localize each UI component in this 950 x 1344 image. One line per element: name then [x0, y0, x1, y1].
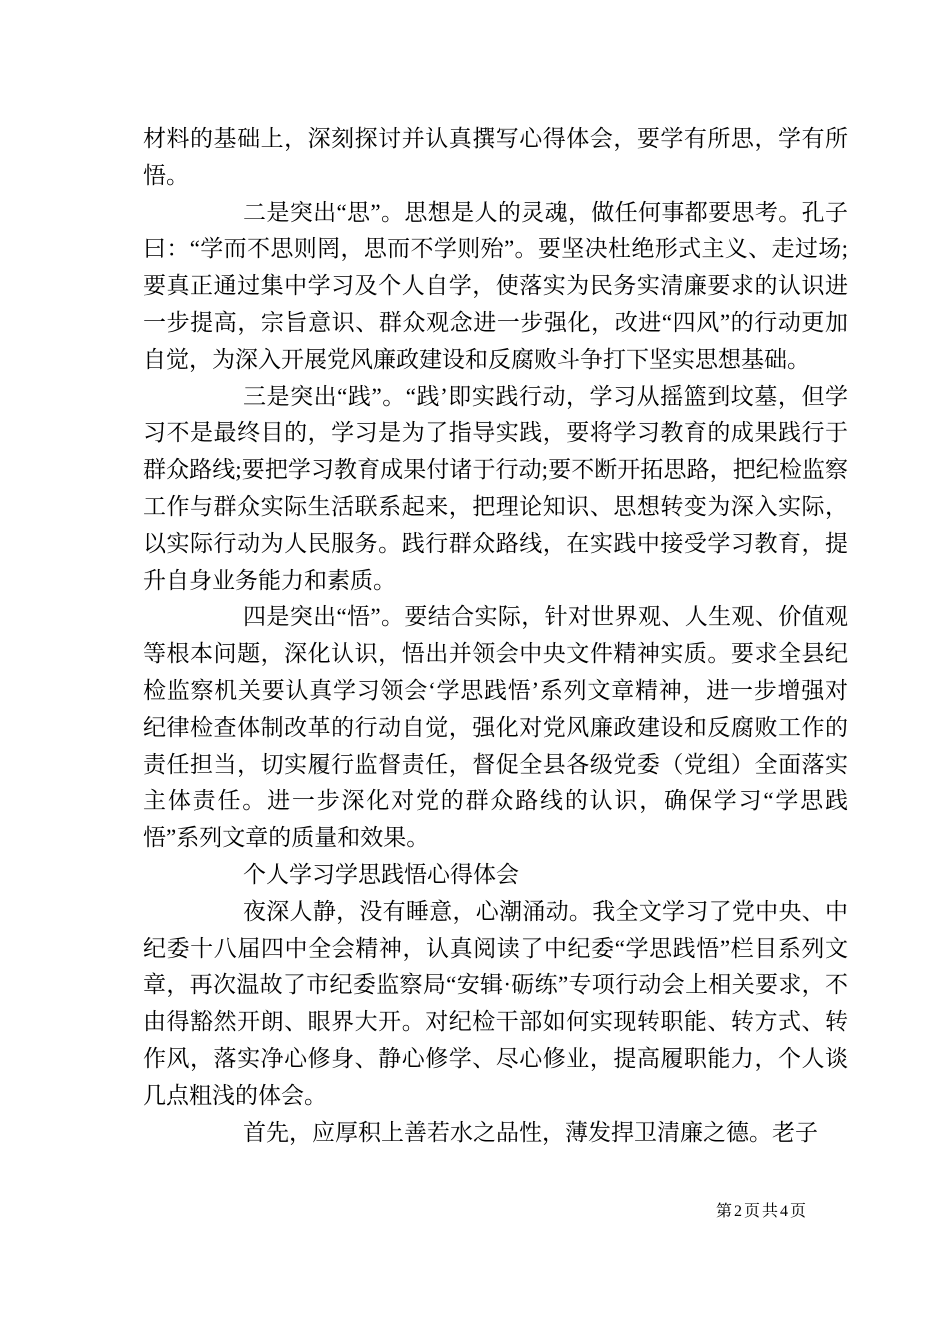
paragraph: 首先，应厚积上善若水之品性，薄发捍卫清廉之德。老子 [243, 1119, 818, 1145]
section-heading: 个人学习学思践悟心得体会 [243, 861, 519, 887]
paragraph: 夜深人静，没有睡意，心潮涌动。我全文学习了党中央、中纪委十八届四中全会精神，认真阅读了中纪委“学思践悟”栏目系列文章，再次温故了市纪委监察局“安辑·砺练”专项行动会上相关要求，不由得豁然开朗、眼界大开。对纪检干部如何实现转职能、转方式、转作风，落实净心修身、静心修学、尽心修业，提高履职能力，个人谈几点粗浅的体会。 [143, 898, 848, 1108]
page-number-footer: 第2页共4页 [715, 1203, 808, 1220]
paragraph: 材料的基础上，深刻探讨并认真撰写心得体会，要学有所思，学有所悟。 [143, 126, 848, 188]
paragraph: 二是突出“思”。思想是人的灵魂，做任何事都要思考。孔子曰：“学而不思则罔，思而不学则殆”。要坚决杜绝形式主义、走过场;要真正通过集中学习及个人自学，使落实为民务实清廉要求的认识进一步提高，宗旨意识、群众观念进一步强化，改进“四风”的行动更加自觉，为深入开展党风廉政建设和反腐败斗争打下坚实思想基础。 [143, 199, 848, 372]
paragraph: 三是突出“践”。“践’即实践行动，学习从摇篮到坟墓，但学习不是最终目的，学习是为了指导实践，要将学习教育的成果践行于群众路线;要把学习教育成果付诸于行动;要不断开拓思路，把纪检监察工作与群众实际生活联系起来，把理论知识、思想转变为深入实际，以实际行动为人民服务。践行群众路线，在实践中接受学习教育，提升自身业务能力和素质。 [143, 383, 848, 593]
paragraph: 四是突出“悟”。要结合实际，针对世界观、人生观、价值观等根本问题，深化认识，悟出并领会中央文件精神实质。要求全县纪检监察机关要认真学习领会‘学思践悟’系列文章精神，进一步增强对纪律检查体制改革的行动自觉，强化对党风廉政建设和反腐败工作的责任担当，切实履行监督责任，督促全县各级党委（党组）全面落实主体责任。进一步深化对党的群众路线的认识，确保学习“学思践悟”系列文章的质量和效果。 [143, 604, 848, 851]
document-body [143, 121, 848, 1151]
